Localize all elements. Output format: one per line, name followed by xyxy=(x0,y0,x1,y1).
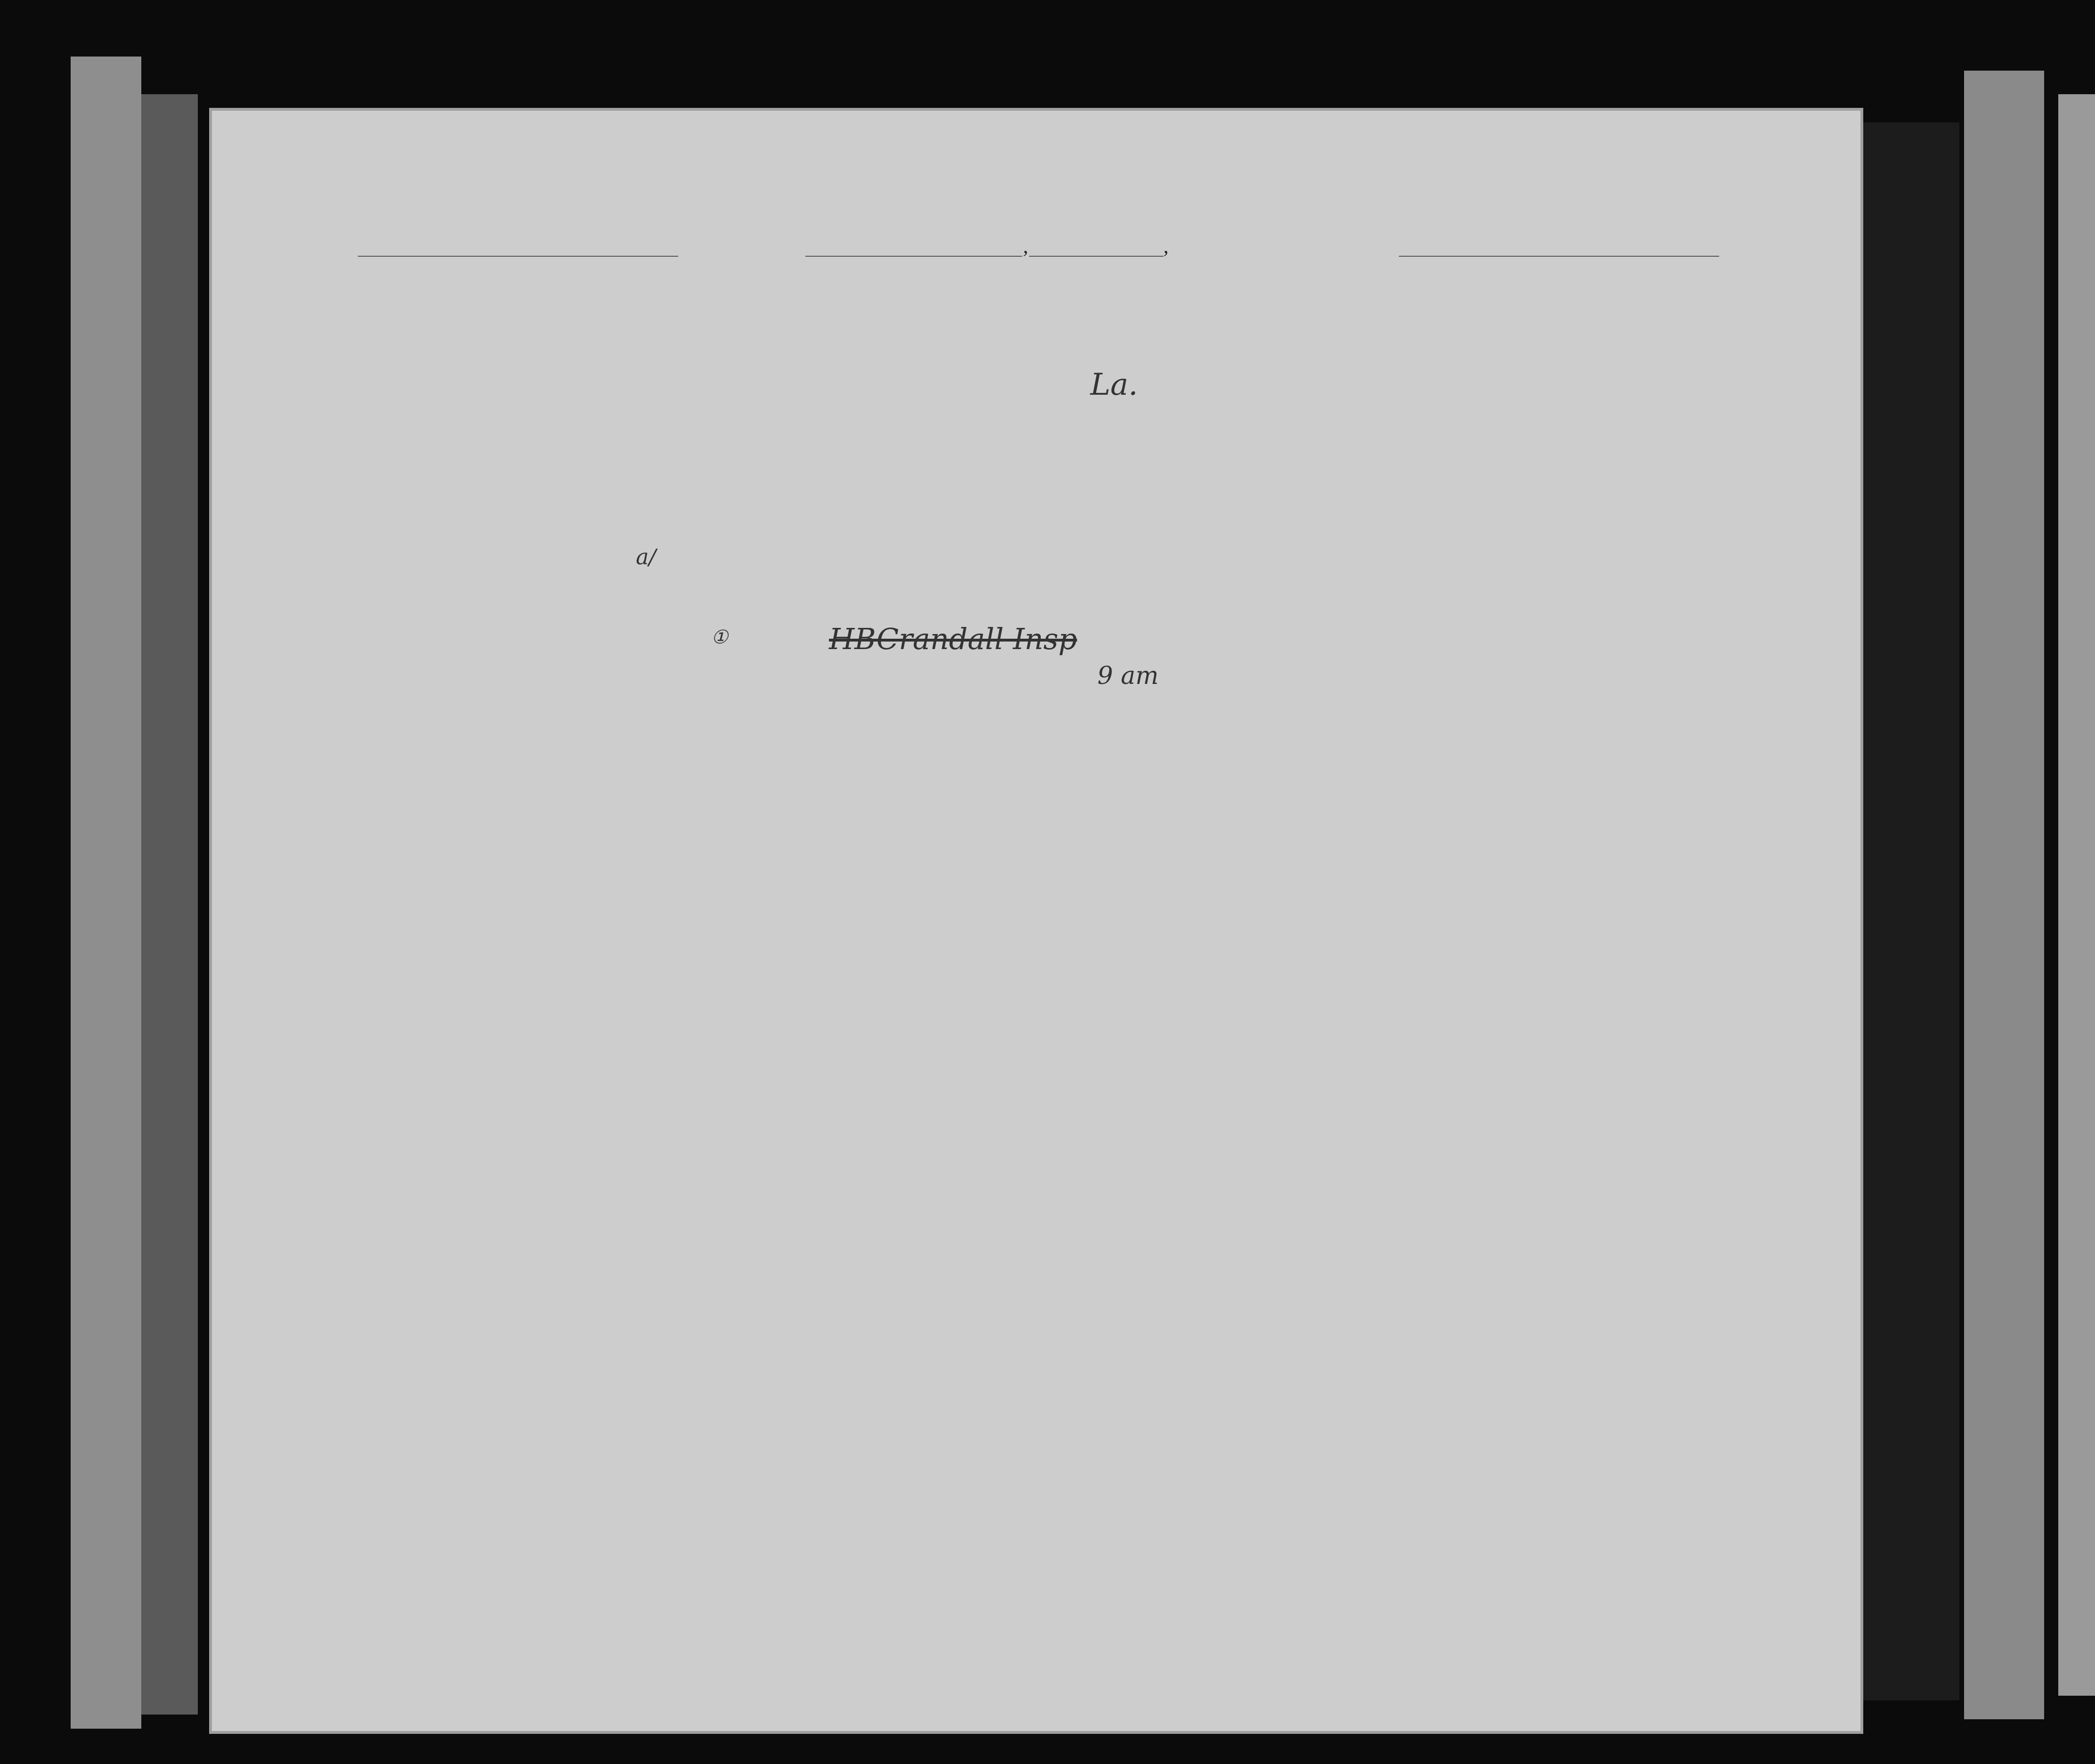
table-grid xyxy=(212,111,1860,1731)
binder-edge-left xyxy=(141,94,198,1715)
comma-separator: , xyxy=(1023,235,1028,258)
handwritten-inspector-signature: HBCrandall Insp xyxy=(829,622,1077,656)
film-strip-left xyxy=(71,57,141,1729)
handwritten-time-note: 9 am xyxy=(1097,662,1159,690)
binder-edge-right xyxy=(1860,122,1959,1700)
film-strip-right xyxy=(1964,71,2044,1719)
handwritten-initials: a/ xyxy=(636,544,656,569)
handwritten-la-note: La. xyxy=(1090,367,1138,402)
comma-separator: , xyxy=(1163,235,1169,258)
handwritten-circle-mark: ① xyxy=(711,626,728,648)
manifest-page xyxy=(212,111,1860,1731)
film-strip-far-right xyxy=(2058,94,2095,1696)
